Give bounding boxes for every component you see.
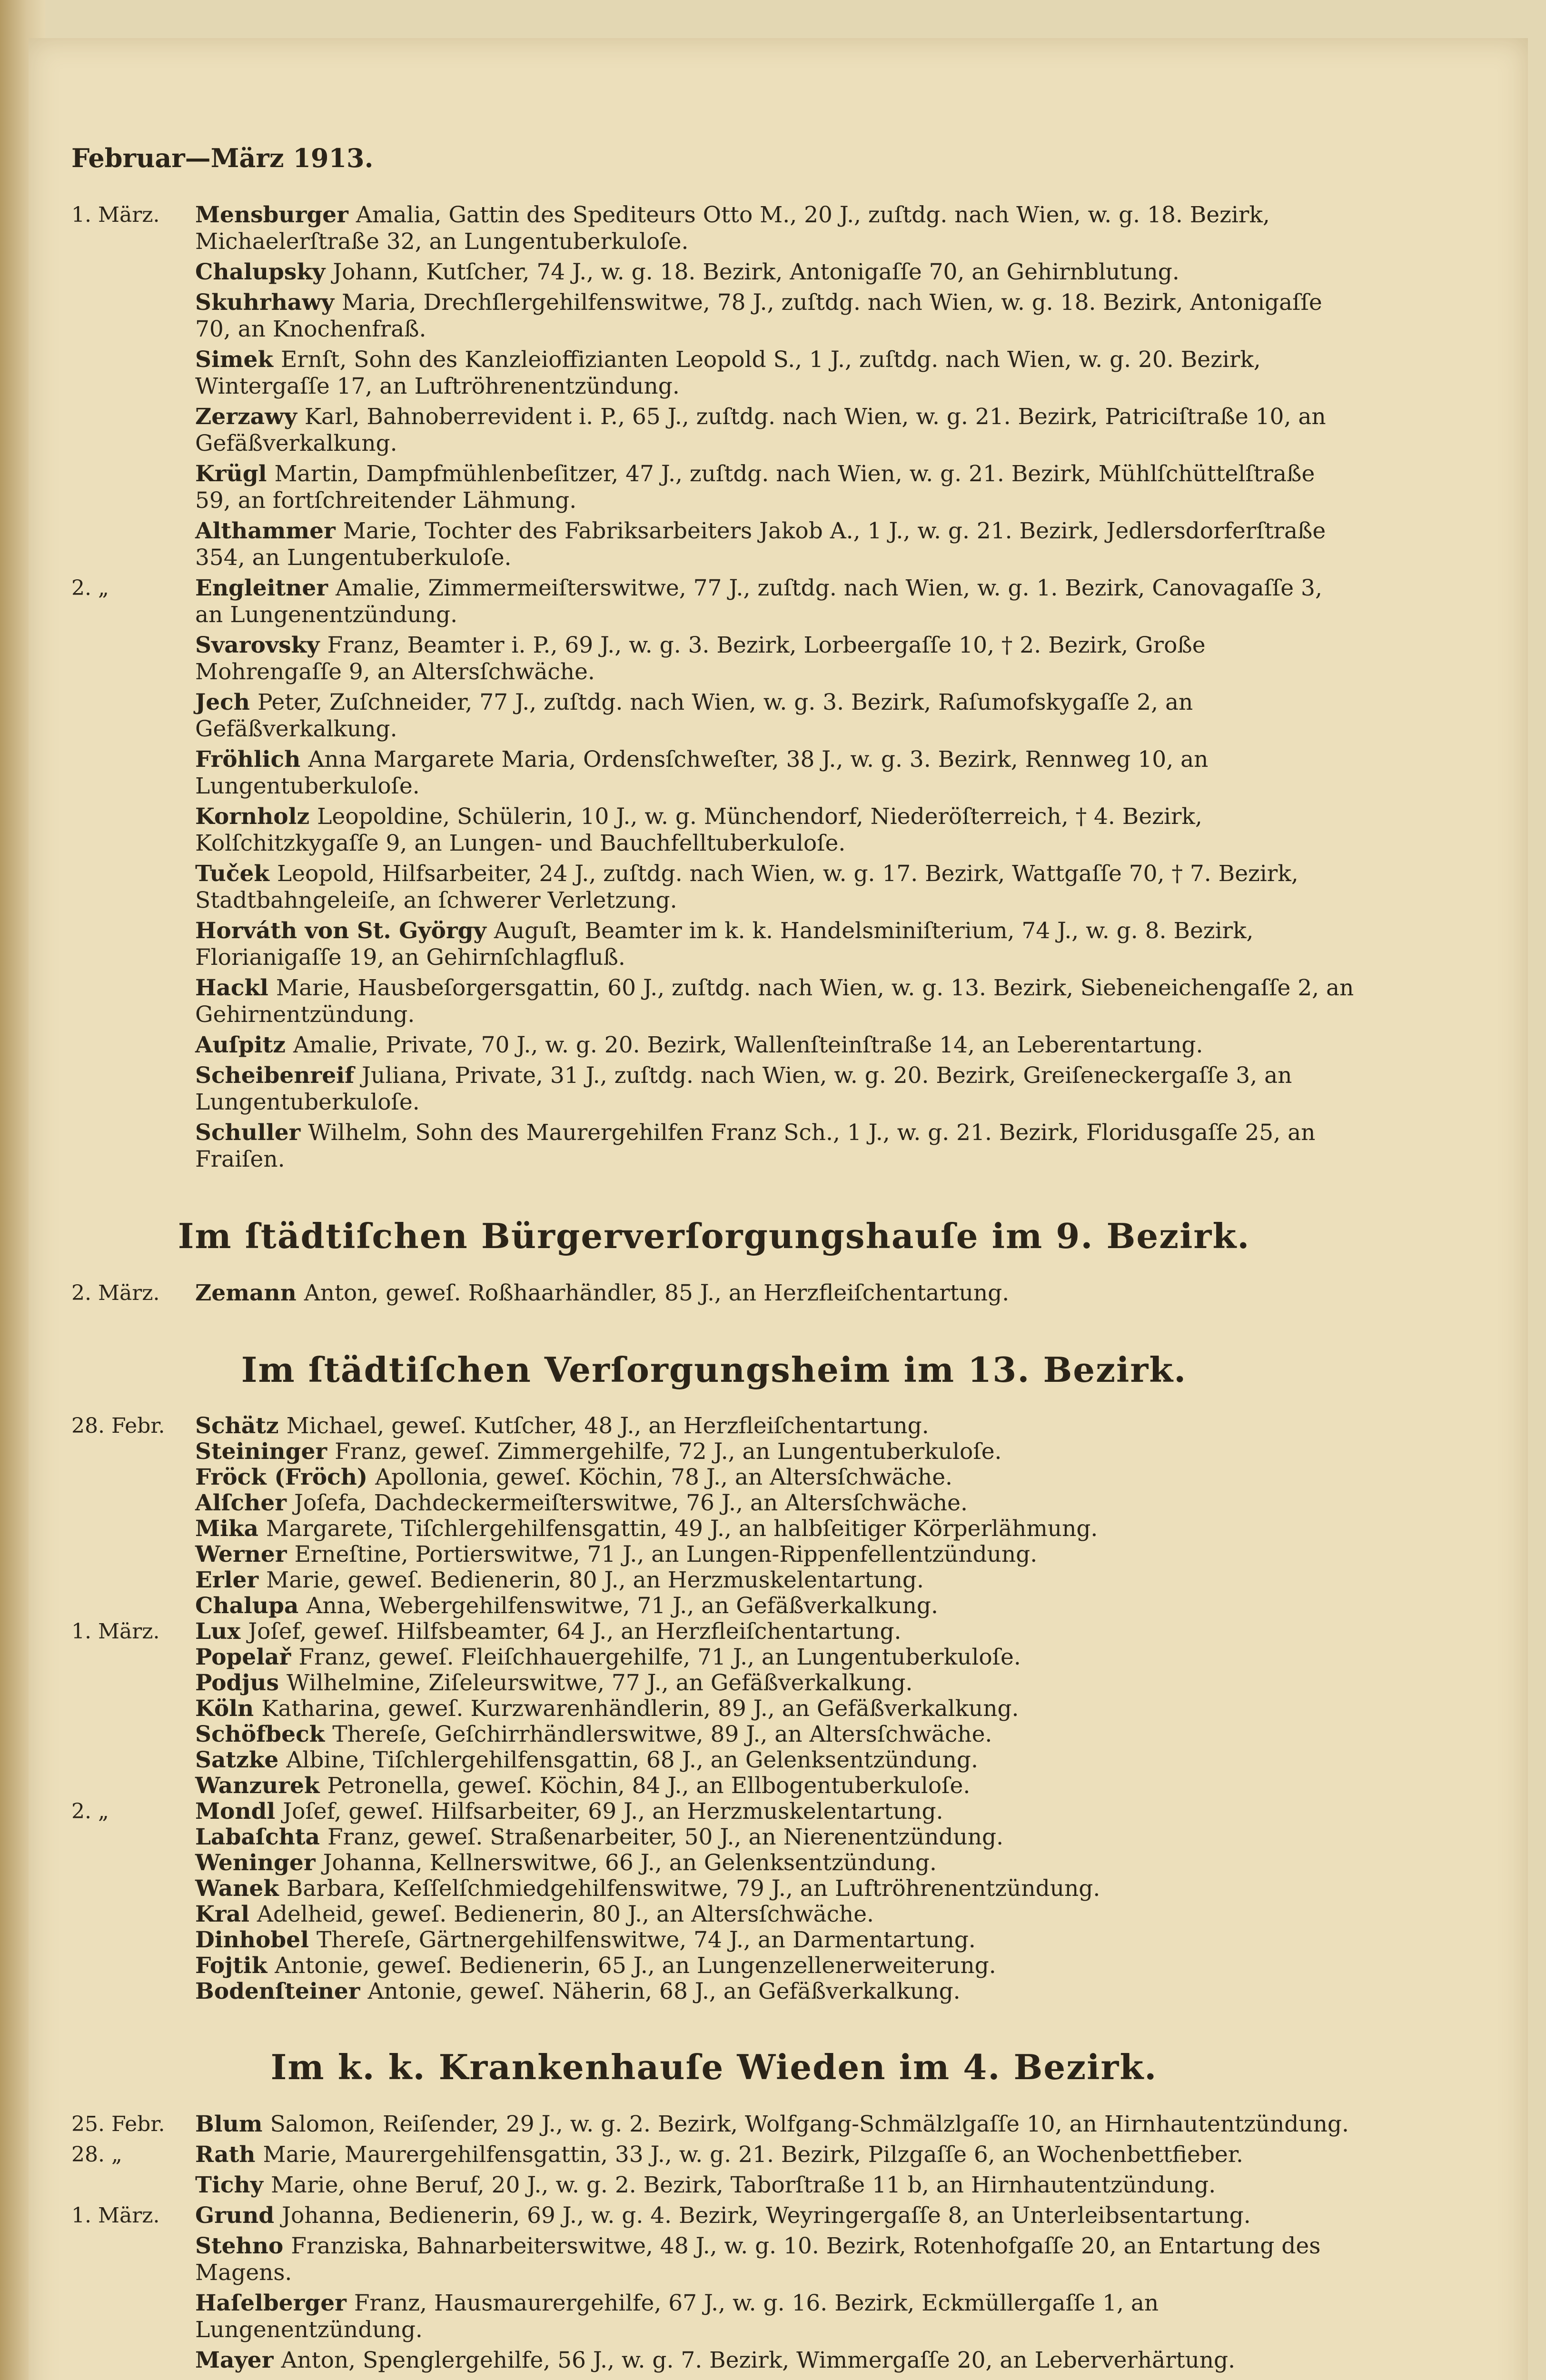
- entry-text: Franz, Hausmaurergehilfe, 67 J., w. g. 16. Bezirk, Eckmüllergaſſe 1, an Lungenentzündung.: [195, 2290, 1159, 2343]
- death-entry: [71, 289, 1357, 343]
- death-entry: [71, 746, 1357, 800]
- entry-surname: Alſcher: [195, 1490, 287, 1516]
- entry-surname: Erler: [195, 1567, 259, 1593]
- entry-text: Marie, Maurergehilfensgattin, 33 J., w. g. 21. Bezirk, Pilzgaſſe 6, an Wochenbettfieber.: [263, 2142, 1243, 2168]
- entry-date: 2. „: [71, 1799, 109, 1824]
- entry-surname: Mayer: [195, 2347, 274, 2373]
- entry-text: Joſefa, Dachdeckermeiſterswitwe, 76 J., an Altersſchwäche.: [294, 1490, 968, 1516]
- entry-text: Juliana, Private, 31 J., zuſtdg. nach Wien, w. g. 20. Bezirk, Greiſeneckergaſſe 3, an Lungentuberkuloſe.: [195, 1062, 1292, 1115]
- death-entry: [71, 1619, 1357, 1644]
- entry-surname: Stehno: [195, 2233, 284, 2259]
- entry-date: 25. Febr.: [71, 2112, 165, 2136]
- entry-text: Erneſtine, Portierswitwe, 71 J., an Lungen-Rippenfellentzündung.: [294, 1541, 1038, 1567]
- entry-text: Katharina, geweſ. Kurzwarenhändlerin, 89 J., an Gefäßverkalkung.: [261, 1696, 1019, 1722]
- entry-surname: Weninger: [195, 1850, 316, 1876]
- entry-surname: Labaſchta: [195, 1824, 320, 1850]
- entry-text: Leopoldine, Schülerin, 10 J., w. g. Münchendorf, Niederöſterreich, † 4. Bezirk, Kolſchitzkygaſſe 9, an Lungen- und Bauchfelltuberkuloſe.: [195, 803, 1202, 856]
- entry-surname: Schätz: [195, 1413, 279, 1439]
- entry-text: Albine, Tiſchlergehilfensgattin, 68 J., an Gelenksentzündung.: [286, 1747, 978, 1773]
- death-entry: [71, 259, 1357, 286]
- death-entry: [71, 1280, 1357, 1307]
- entry-surname: Scheibenreif: [195, 1062, 355, 1089]
- entry-date: 28. „: [71, 2142, 122, 2167]
- entry-text: Amalie, Private, 70 J., w. g. 20. Bezirk, Wallenſteinſtraße 14, an Leberentartung.: [293, 1032, 1203, 1058]
- entry-surname: Wanek: [195, 1875, 279, 1902]
- entry-surname: Chalupa: [195, 1593, 299, 1619]
- entry-surname: Fröck (Fröch): [195, 1464, 368, 1490]
- entry-text: Marie, Hausbeſorgersgattin, 60 J., zuſtdg. nach Wien, w. g. 13. Bezirk, Siebeneichengaſſe 2, an Gehirnentzündung.: [195, 975, 1354, 1028]
- entry-surname: Schöfbeck: [195, 1721, 325, 1747]
- entry-text: Thereſe, Gärtnergehilfenswitwe, 74 J., an Darmentartung.: [316, 1927, 976, 1953]
- death-entry: [71, 1594, 1357, 1618]
- entry-surname: Werner: [195, 1541, 287, 1567]
- entry-surname: Haſelberger: [195, 2290, 347, 2316]
- death-entry: [71, 1439, 1357, 1464]
- entry-surname: Fojtik: [195, 1953, 268, 1979]
- entry-text: Thereſe, Geſchirrhändlerswitwe, 89 J., an Altersſchwäche.: [332, 1721, 992, 1747]
- entry-text: Franz, geweſ. Straßenarbeiter, 50 J., an Nierenentzündung.: [327, 1824, 1004, 1850]
- death-entry: [71, 1774, 1357, 1798]
- entry-surname: Bodenſteiner: [195, 1978, 360, 2004]
- entry-surname: Mika: [195, 1516, 258, 1542]
- entry-text: Maria, Drechſlergehilfenswitwe, 78 J., zuſtdg. nach Wien, w. g. 18. Bezirk, Antonigaſſe 70, an Knochenfraß.: [195, 289, 1322, 342]
- death-entry: [71, 518, 1357, 571]
- entry-surname: Jech: [195, 689, 250, 715]
- section-heading: Im ſtädtiſchen Bürgerverſorgungshauſe im 9. Bezirk.: [178, 1216, 1250, 1256]
- entry-surname: Kral: [195, 1901, 249, 1927]
- entry-surname: Horváth von St. György: [195, 918, 486, 944]
- entry-text: Margarete, Tiſchlergehilfensgattin, 49 J., an halbſeitiger Körperlähmung.: [266, 1516, 1098, 1542]
- entry-date: 2. „: [71, 576, 109, 600]
- sections: [71, 202, 1357, 2380]
- entry-surname: Rath: [195, 2142, 256, 2168]
- death-entry: [71, 1696, 1357, 1721]
- entry-text: Apollonia, geweſ. Köchin, 78 J., an Altersſchwäche.: [375, 1464, 952, 1490]
- entry-text: Anna, Webergehilfenswitwe, 71 J., an Gefäßverkalkung.: [306, 1593, 938, 1619]
- death-entry: [71, 1120, 1357, 1173]
- entry-text: Salomon, Reiſender, 29 J., w. g. 2. Bezirk, Wolfgang-Schmälzlgaſſe 10, an Hirnhautentzündung.: [270, 2111, 1349, 2137]
- entry-text: Adelheid, geweſ. Bedienerin, 80 J., an Altersſchwäche.: [257, 1901, 874, 1927]
- entry-text: Wilhelmine, Ziſeleurswitwe, 77 J., an Gefäßverkalkung.: [286, 1670, 913, 1696]
- death-entry: [71, 918, 1357, 971]
- death-entry: [71, 2290, 1357, 2343]
- death-entry: [71, 1979, 1357, 2004]
- entry-text: Marie, Tochter des Fabriksarbeiters Jakob A., 1 J., w. g. 21. Bezirk, Jedlersdorferſtraße 354, an Lungentuberkuloſe.: [195, 518, 1326, 571]
- entry-surname: Grund: [195, 2202, 275, 2229]
- entry-text: Marie, geweſ. Bedienerin, 80 J., an Herzmuskelentartung.: [266, 1567, 924, 1593]
- death-entry: [71, 1722, 1357, 1747]
- entry-text: Franz, Beamter i. P., 69 J., w. g. 3. Bezirk, Lorbeergaſſe 10, † 2. Bezirk, Große Mohrengaſſe 9, an Altersſchwäche.: [195, 632, 1206, 685]
- death-entry: [71, 2347, 1357, 2374]
- entry-text: Auguſt, Beamter im k. k. Handelsminiſterium, 74 J., w. g. 8. Bezirk, Florianigaſſe 19, an Gehirnſchlagfluß.: [195, 918, 1254, 971]
- entry-text: Joſef, geweſ. Hilfsarbeiter, 69 J., an Herzmuskelentartung.: [283, 1798, 943, 1825]
- entry-text: Amalia, Gattin des Spediteurs Otto M., 20 J., zuſtdg. nach Wien, w. g. 18. Bezirk, Michaelerſtraße 32, an Lungentuberkuloſe.: [195, 202, 1270, 255]
- entry-surname: Dinhobel: [195, 1927, 309, 1953]
- entry-text: Michael, geweſ. Kutſcher, 48 J., an Herzfleiſchentartung.: [286, 1413, 929, 1439]
- entry-surname: Mensburger: [195, 202, 348, 228]
- entry-text: Amalie, Zimmermeiſterswitwe, 77 J., zuſtdg. nach Wien, w. g. 1. Bezirk, Canovagaſſe 3, an Lungenentzündung.: [195, 575, 1322, 628]
- entry-surname: Althammer: [195, 518, 336, 544]
- entry-text: Johann, Kutſcher, 74 J., w. g. 18. Bezirk, Antonigaſſe 70, an Gehirnblutung.: [333, 259, 1179, 285]
- death-entry: [71, 202, 1357, 255]
- death-entry: [71, 1876, 1357, 1901]
- entry-text: Franz, geweſ. Zimmergehilfe, 72 J., an Lungentuberkuloſe.: [335, 1438, 1002, 1465]
- entry-text: Franz, geweſ. Fleiſchhauergehilfe, 71 J., an Lungentuberkuloſe.: [298, 1644, 1021, 1670]
- entry-surname: Schuller: [195, 1120, 301, 1146]
- entry-text: Barbara, Keſſelſchmiedgehilfenswitwe, 79 J., an Luftröhrenentzündung.: [286, 1875, 1100, 1902]
- entry-surname: Chalupsky: [195, 259, 326, 285]
- death-entry: [71, 632, 1357, 685]
- death-entry: [71, 1465, 1357, 1490]
- entry-text: Wilhelm, Sohn des Maurergehilfen Franz Sch., 1 J., w. g. 21. Bezirk, Floridusgaſſe 25, an Fraiſen.: [195, 1120, 1316, 1172]
- entry-surname: Wanzurek: [195, 1773, 320, 1799]
- death-entry: [71, 575, 1357, 628]
- section: [71, 1216, 1357, 1307]
- entry-text: Antonie, geweſ. Bedienerin, 65 J., an Lungenzellenerweiterung.: [275, 1953, 996, 1979]
- death-entry: [71, 1851, 1357, 1875]
- death-entry: [71, 861, 1357, 914]
- entry-date: 28. Febr.: [71, 1414, 165, 1438]
- entry-date: 1. März.: [71, 203, 160, 227]
- entry-text: Anton, Spenglergehilfe, 56 J., w. g. 7. Bezirk, Wimmergaſſe 20, an Leberverhärtung.: [281, 2347, 1236, 2373]
- death-entry: [71, 1902, 1357, 1927]
- entry-date: 2. März.: [71, 1281, 160, 1305]
- death-entry: [71, 1032, 1357, 1059]
- entry-surname: Tuček: [195, 861, 269, 887]
- entry-text: Petronella, geweſ. Köchin, 84 J., an Ellbogentuberkuloſe.: [327, 1773, 971, 1799]
- entry-surname: Kornholz: [195, 803, 310, 830]
- death-entry: [71, 1825, 1357, 1850]
- entry-surname: Fröhlich: [195, 746, 301, 773]
- entry-surname: Krügl: [195, 461, 267, 487]
- entry-surname: Simek: [195, 347, 273, 373]
- death-entry: [71, 1928, 1357, 1953]
- entry-text: Peter, Zuſchneider, 77 J., zuſtdg. nach Wien, w. g. 3. Bezirk, Raſumofskygaſſe 2, an Gefäßverkalkung.: [195, 689, 1193, 742]
- entry-surname: Satzke: [195, 1747, 279, 1773]
- death-entry: [71, 1799, 1357, 1824]
- death-entry: [71, 1568, 1357, 1593]
- death-entry: [71, 1517, 1357, 1541]
- entry-text: Johanna, Kellnerswitwe, 66 J., an Gelenksentzündung.: [323, 1850, 937, 1876]
- death-entry: [71, 2202, 1357, 2229]
- death-entry: [71, 1062, 1357, 1116]
- death-entry: [71, 2233, 1357, 2286]
- entry-surname: Podjus: [195, 1670, 279, 1696]
- entry-text: Karl, Bahnoberrevident i. P., 65 J., zuſtdg. nach Wien, w. g. 21. Bezirk, Patriciſtraße 10, an Gefäßverkalkung.: [195, 404, 1326, 456]
- entry-surname: Lux: [195, 1618, 241, 1645]
- entry-text: Marie, ohne Beruf, 20 J., w. g. 2. Bezirk, Taborſtraße 11 b, an Hirnhautentzündung.: [270, 2172, 1216, 2198]
- entry-surname: Mondl: [195, 1798, 276, 1825]
- death-entry: [71, 1645, 1357, 1670]
- death-entry: [71, 1491, 1357, 1516]
- entry-surname: Zemann: [195, 1280, 297, 1306]
- entry-text: Franziska, Bahnarbeiterswitwe, 48 J., w. g. 10. Bezirk, Rotenhofgaſſe 20, an Entartung des Magens.: [195, 2233, 1321, 2286]
- entry-text: Leopold, Hilfsarbeiter, 24 J., zuſtdg. nach Wien, w. g. 17. Bezirk, Wattgaſſe 70, † 7. Bezirk, Stadtbahngeleiſe, an ſchwerer Verletzung.: [195, 861, 1298, 913]
- page-title: Februar—März 1913.: [71, 143, 374, 173]
- entry-surname: Svarovsky: [195, 632, 320, 658]
- entry-surname: Engleitner: [195, 575, 328, 601]
- death-entry: [71, 2172, 1357, 2199]
- death-entry: [71, 1414, 1357, 1438]
- document-body: [71, 143, 1357, 2380]
- section-heading: Im ſtädtiſchen Verſorgungsheim im 13. Bezirk.: [241, 1349, 1187, 1390]
- entry-surname: Auſpitz: [195, 1032, 286, 1058]
- death-entry: [71, 404, 1357, 457]
- entry-text: Antonie, geweſ. Näherin, 68 J., an Gefäßverkalkung.: [367, 1978, 961, 2004]
- section: [71, 2047, 1357, 2374]
- death-entry: [71, 461, 1357, 514]
- entry-surname: Steininger: [195, 1438, 327, 1465]
- death-entry: [71, 975, 1357, 1028]
- entry-text: Martin, Dampfmühlenbeſitzer, 47 J., zuſtdg. nach Wien, w. g. 21. Bezirk, Mühlſchüttelſtraße 59, an fortſchreitender Lähmung.: [195, 461, 1315, 514]
- section: [71, 202, 1357, 1173]
- entry-surname: Tichy: [195, 2172, 263, 2198]
- entry-date: 1. März.: [71, 2203, 160, 2228]
- entry-surname: Blum: [195, 2111, 263, 2137]
- death-entry: [71, 347, 1357, 400]
- entry-text: Anton, geweſ. Roßhaarhändler, 85 J., an Herzfleiſchentartung.: [304, 1280, 1010, 1306]
- entry-text: Anna Margarete Maria, Ordensſchweſter, 38 J., w. g. 3. Bezirk, Rennweg 10, an Lungentuberkuloſe.: [195, 746, 1209, 799]
- death-entry: [71, 1748, 1357, 1773]
- section: [71, 1349, 1357, 2004]
- entry-text: Johanna, Bedienerin, 69 J., w. g. 4. Bezirk, Weyringergaſſe 8, an Unterleibsentartung.: [282, 2202, 1251, 2229]
- entry-surname: Hackl: [195, 975, 268, 1001]
- section-heading: Im k. k. Krankenhauſe Wieden im 4. Bezirk.: [270, 2047, 1158, 2087]
- entry-text: Joſef, geweſ. Hilfsbeamter, 64 J., an Herzfleiſchentartung.: [248, 1618, 902, 1645]
- death-entry: [71, 1671, 1357, 1696]
- entry-surname: Popelař: [195, 1644, 291, 1670]
- entry-surname: Zerzawy: [195, 404, 297, 430]
- death-entry: [71, 2111, 1357, 2138]
- death-entry: [71, 1542, 1357, 1567]
- entry-date: 1. März.: [71, 1619, 160, 1644]
- entry-surname: Skuhrhawy: [195, 289, 335, 316]
- entry-text: Ernſt, Sohn des Kanzleioffizianten Leopold S., 1 J., zuſtdg. nach Wien, w. g. 20. Bezirk, Wintergaſſe 17, an Luftröhrenentzündung.: [195, 347, 1261, 399]
- death-entry: [71, 689, 1357, 743]
- entry-surname: Köln: [195, 1696, 254, 1722]
- death-entry: [71, 803, 1357, 857]
- death-entry: [71, 2142, 1357, 2168]
- death-entry: [71, 1954, 1357, 1978]
